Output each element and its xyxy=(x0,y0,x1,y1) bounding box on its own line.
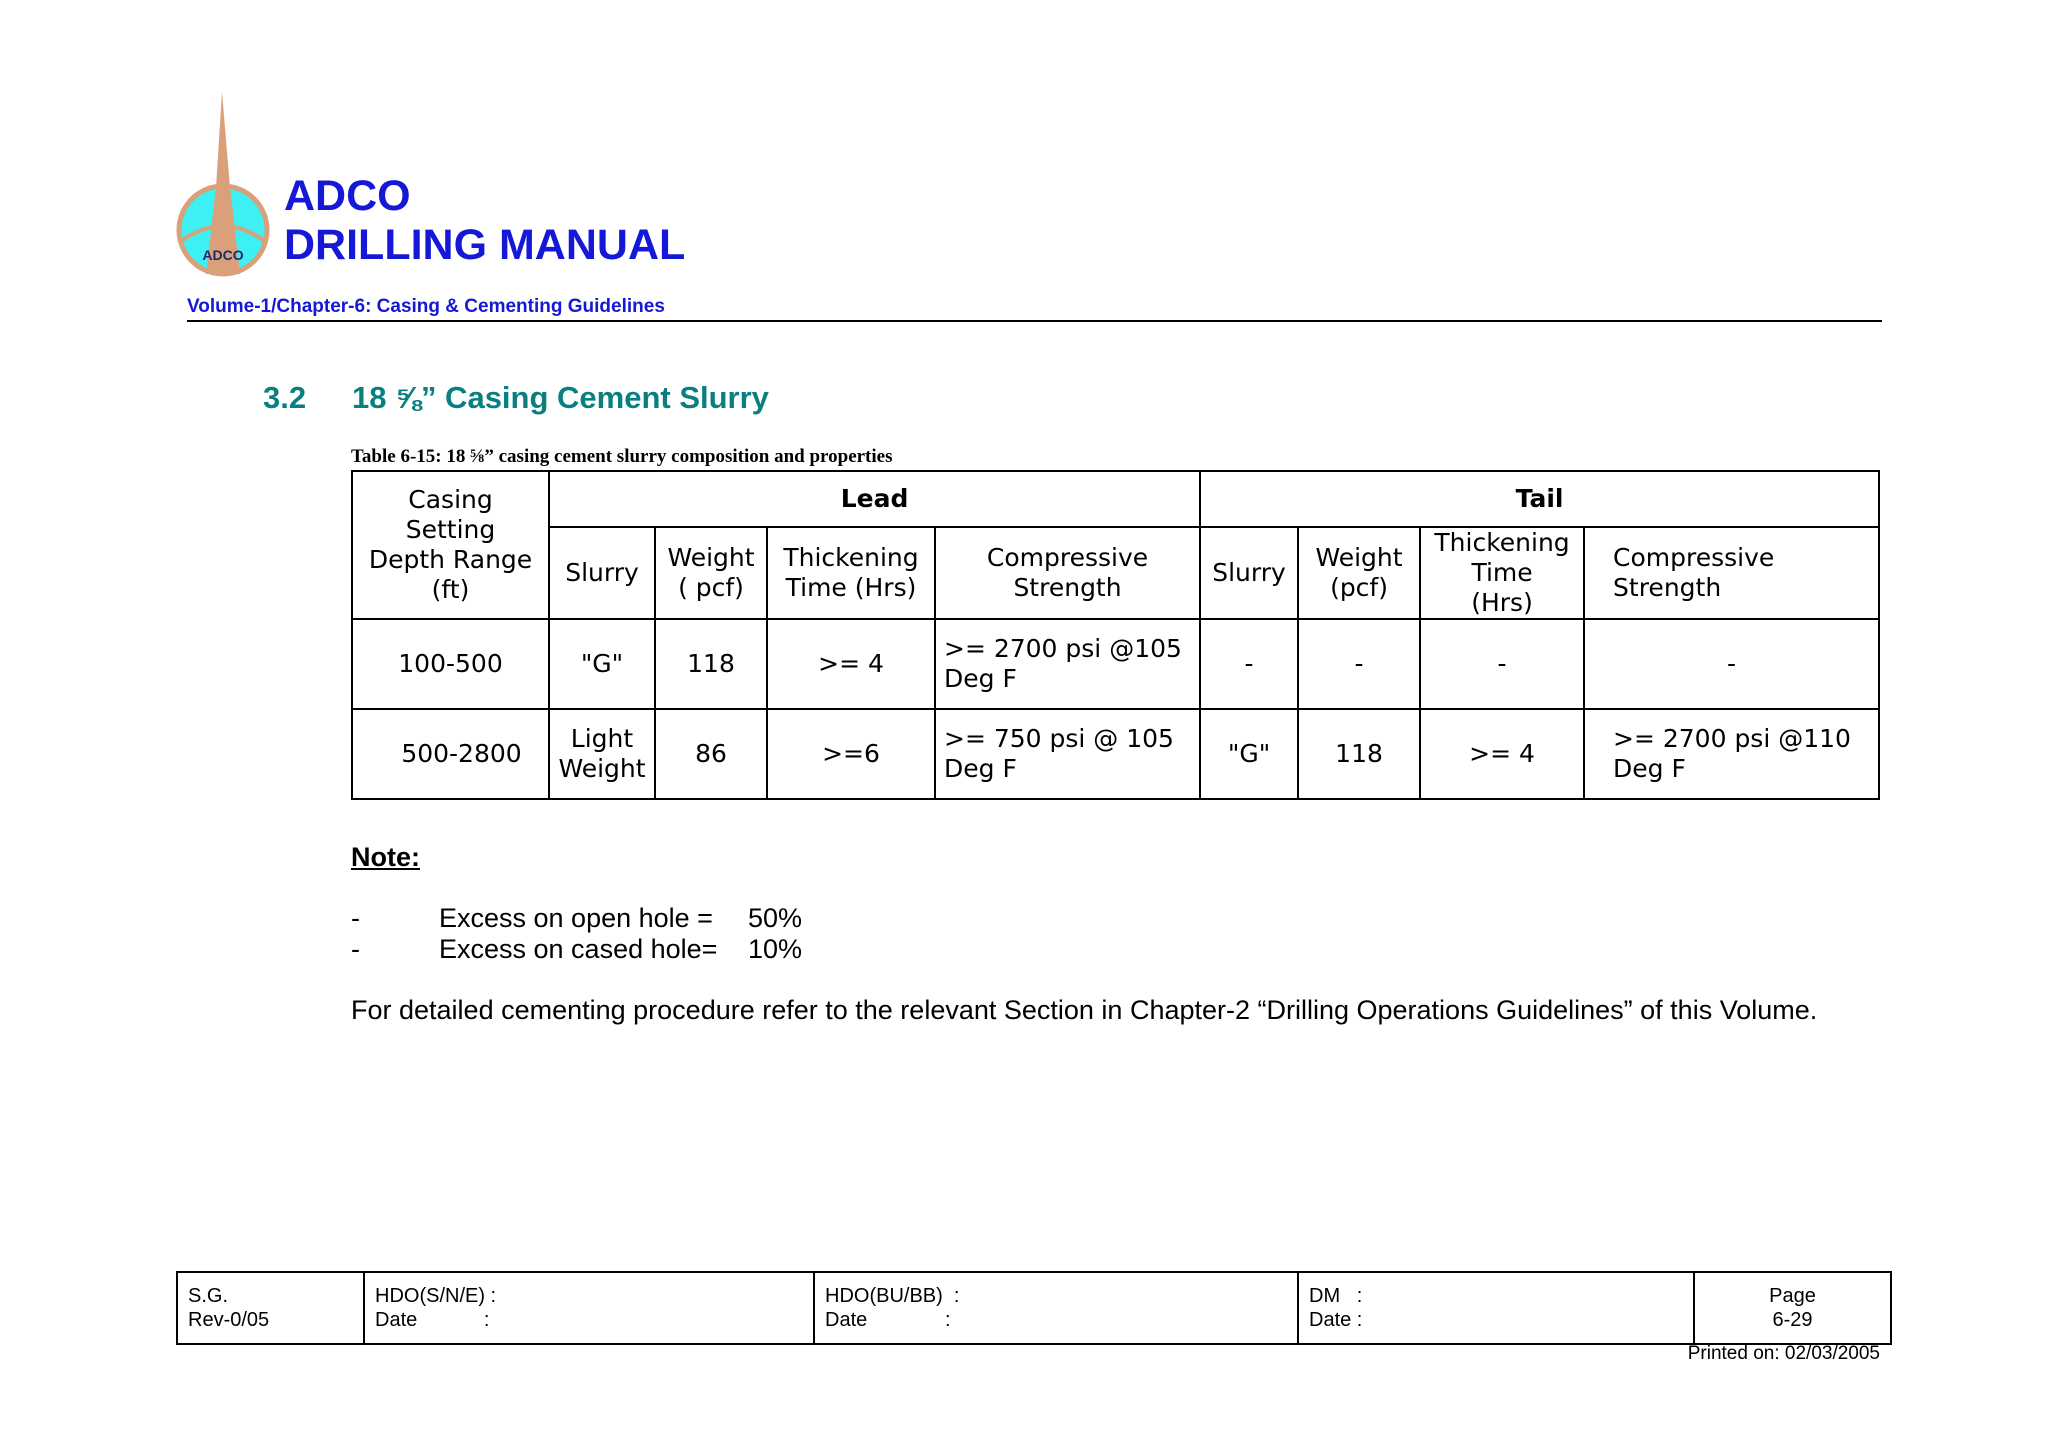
lead-weight-cell: 86 xyxy=(655,709,767,799)
note-item xyxy=(351,934,851,966)
footer-hdo-sne-cell xyxy=(364,1272,814,1344)
chapter-breadcrumb: Volume-1/Chapter-6: Casing & Cementing Guidelines xyxy=(187,296,665,317)
tail-weight-cell: - xyxy=(1298,619,1420,709)
footer-hdo-bubb-cell xyxy=(814,1272,1298,1344)
note-label: Excess on open hole = xyxy=(439,903,713,933)
page-label: Page xyxy=(1769,1285,1816,1307)
manual-title xyxy=(284,172,685,270)
lead-weight-header: Weight ( pcf) xyxy=(655,527,767,619)
footer-sg-cell xyxy=(177,1272,364,1344)
section-title: 18 ⅝” Casing Cement Slurry xyxy=(352,380,769,415)
footer-hdo-bubb: HDO(BU/BB) : xyxy=(825,1285,960,1307)
procedure-reference: For detailed cementing procedure refer to the relevant Section in Chapter-2 “Drilling Operations Guidelines” of this Volume. xyxy=(351,995,1818,1025)
footer-hdo-sne: HDO(S/N/E) : xyxy=(375,1285,497,1307)
note-bullet: - xyxy=(351,903,360,933)
table-subheader-row xyxy=(352,527,1879,619)
header-divider xyxy=(187,320,1882,322)
tail-slurry-cell: "G" xyxy=(1200,709,1298,799)
lead-thickening-cell: >=6 xyxy=(767,709,935,799)
adco-logo xyxy=(176,92,276,277)
tail-thickening-cell: >= 4 xyxy=(1420,709,1584,799)
lead-thickening-header: Thickening Time (Hrs) xyxy=(767,527,935,619)
tail-compressive-header: Compressive Strength xyxy=(1584,527,1879,619)
lead-thickening-cell: >= 4 xyxy=(767,619,935,709)
depth-cell: 500-2800 xyxy=(352,709,549,799)
tail-compressive-cell: >= 2700 psi @110 Deg F xyxy=(1584,709,1879,799)
lead-slurry-header: Slurry xyxy=(549,527,655,619)
note-item xyxy=(351,903,851,935)
footer-dm-cell xyxy=(1298,1272,1694,1344)
note-label: Excess on cased hole= xyxy=(439,934,718,964)
slurry-table xyxy=(351,470,1880,800)
table-caption: Table 6-15: 18 ⅝” casing cement slurry composition and properties xyxy=(351,446,893,467)
footer-sg: S.G. xyxy=(188,1285,229,1307)
tail-thickening-header: Thickening Time (Hrs) xyxy=(1420,527,1584,619)
tail-header: Tail xyxy=(1200,471,1879,527)
tail-weight-cell: 118 xyxy=(1298,709,1420,799)
footer-page-cell xyxy=(1694,1272,1891,1344)
note-value: 10% xyxy=(748,934,803,964)
manual-name: DRILLING MANUAL xyxy=(284,221,686,269)
table-row xyxy=(352,709,1879,799)
footer-date: Date : xyxy=(825,1309,951,1331)
footer-date: Date : xyxy=(375,1309,490,1331)
lead-weight-cell: 118 xyxy=(655,619,767,709)
lead-slurry-cell: Light Weight xyxy=(549,709,655,799)
depth-range-header: Casing Setting Depth Range (ft) xyxy=(352,471,549,619)
tail-compressive-cell: - xyxy=(1584,619,1879,709)
note-heading: Note: xyxy=(351,842,420,872)
lead-header: Lead xyxy=(549,471,1200,527)
footer-rev: Rev-0/05 xyxy=(188,1309,270,1331)
table-row xyxy=(352,619,1879,709)
printed-date: Printed on: 02/03/2005 xyxy=(1687,1343,1880,1364)
footer-date: Date : xyxy=(1309,1309,1363,1331)
lead-compressive-cell: >= 750 psi @ 105 Deg F xyxy=(935,709,1200,799)
brand-name: ADCO xyxy=(284,172,411,220)
footer-approval-table xyxy=(176,1271,1892,1345)
tail-slurry-header: Slurry xyxy=(1200,527,1298,619)
tail-weight-header: Weight (pcf) xyxy=(1298,527,1420,619)
logo-text: ADCO xyxy=(202,247,244,263)
table-header-row xyxy=(352,471,1879,527)
tail-thickening-cell: - xyxy=(1420,619,1584,709)
note-bullet: - xyxy=(351,934,360,964)
lead-slurry-cell: "G" xyxy=(549,619,655,709)
page-number: 6-29 xyxy=(1772,1309,1813,1331)
depth-cell: 100-500 xyxy=(352,619,549,709)
footer-dm: DM : xyxy=(1309,1285,1363,1307)
tail-slurry-cell: - xyxy=(1200,619,1298,709)
note-value: 50% xyxy=(748,903,803,933)
lead-compressive-cell: >= 2700 psi @105 Deg F xyxy=(935,619,1200,709)
lead-compressive-header: Compressive Strength xyxy=(935,527,1200,619)
section-number: 3.2 xyxy=(263,380,307,415)
